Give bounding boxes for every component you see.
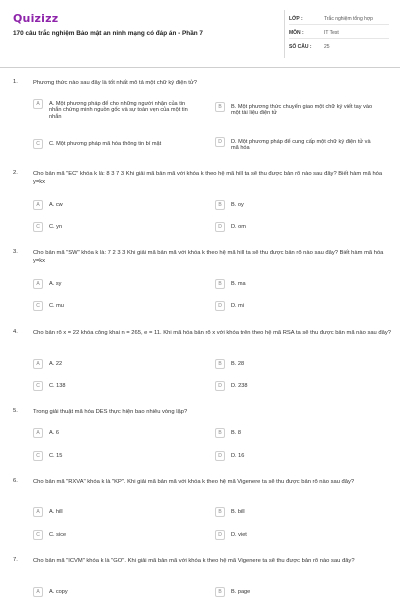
question-text: Trong giải thuật mã hóa DES thực hiện bao nhiêu vòng lặp? bbox=[33, 409, 188, 415]
quizizz-logo: Quizizz bbox=[13, 12, 59, 25]
option-c[interactable] bbox=[33, 301, 64, 311]
question-text: Cho bản rõ x = 22 khóa công khai n = 265, e = 11. Khi mã hóa bản rõ x với khóa trên theo hệ mã RSA ta sẽ thu được bản mã nào sau đây? bbox=[33, 330, 391, 336]
option-text: C. yn bbox=[49, 223, 63, 230]
option-letter-box: B bbox=[215, 507, 225, 517]
question-text: Cho bản mã "EC" khóa k là: 8 3 7 3 Khi giải mã bản mã với khóa k theo hệ mã hill ta sẽ thu được bản rõ nào sau đây? Biết hàm mã hóa y=kx bbox=[33, 171, 383, 186]
option-c[interactable] bbox=[33, 139, 199, 149]
meta-row-subject bbox=[289, 26, 389, 39]
option-text: C. sice bbox=[49, 531, 67, 538]
option-text: B. 28 bbox=[231, 360, 245, 367]
option-text: C. mu bbox=[49, 302, 64, 309]
option-text: C. 15 bbox=[49, 452, 63, 459]
question-number: 6. bbox=[13, 478, 18, 484]
option-text: D. 16 bbox=[231, 452, 245, 459]
option-letter-box: A bbox=[33, 428, 43, 438]
header-divider bbox=[284, 10, 285, 58]
option-letter-box: A bbox=[33, 587, 43, 597]
option-text: D. viet bbox=[231, 531, 247, 538]
option-letter-box: B bbox=[215, 428, 225, 438]
meta-value: IT Test bbox=[324, 30, 339, 36]
option-letter-box: B bbox=[215, 102, 225, 112]
question-text: Cho bản mã "SW" khóa k là: 7 2 3 3 Khi giải mã bản mã với khóa k theo hệ mã hill ta sẽ thu được bản rõ nào sau đây? Biết hàm mã hóa y=kx bbox=[33, 250, 384, 265]
meta-row-class bbox=[289, 12, 389, 25]
option-letter-box: D bbox=[215, 301, 225, 311]
option-letter-box: C bbox=[33, 222, 43, 232]
meta-row-count bbox=[289, 40, 389, 53]
option-text: B. 8 bbox=[231, 429, 241, 436]
meta-value: Trắc nghiệm tổng hợp bbox=[324, 16, 373, 22]
option-b[interactable] bbox=[215, 428, 241, 438]
question-number: 7. bbox=[13, 557, 18, 563]
option-text: D. Một phương pháp để cung cấp một chữ ký điện tử và mã hóa bbox=[231, 138, 371, 152]
option-letter-box: C bbox=[33, 530, 43, 540]
meta-key: SỐ CÂU : bbox=[289, 44, 312, 50]
question-number: 4. bbox=[13, 329, 18, 335]
option-c[interactable] bbox=[33, 530, 66, 540]
option-a[interactable] bbox=[33, 99, 199, 120]
option-text: B. ma bbox=[231, 280, 246, 287]
option-text: A. cw bbox=[49, 201, 63, 208]
option-a[interactable] bbox=[33, 279, 61, 289]
option-text: A. 22 bbox=[49, 360, 63, 367]
option-d[interactable] bbox=[215, 451, 244, 461]
option-text: C. Một phương pháp mã hóa thông tin bí mật bbox=[49, 140, 162, 147]
option-letter-box: D bbox=[215, 137, 225, 147]
option-text: A. hill bbox=[49, 508, 63, 515]
question-text: Cho bản mã "RXVA" khóa k là "KP". Khi giải mã bản mã với khóa k theo hệ mã Vigenere ta sẽ thu được bản rõ nào sau đây? bbox=[33, 479, 355, 485]
worksheet-title: 170 câu trắc nghiệm Bảo mật an ninh mạng có đáp án - Phần 7 bbox=[13, 30, 203, 37]
option-b[interactable] bbox=[215, 102, 376, 117]
option-a[interactable] bbox=[33, 587, 68, 597]
option-letter-box: A bbox=[33, 200, 43, 210]
option-letter-box: D bbox=[215, 451, 225, 461]
option-text: A. sy bbox=[49, 280, 62, 287]
meta-key: MÔN : bbox=[289, 30, 304, 36]
option-letter-box: C bbox=[33, 451, 43, 461]
option-text: B. page bbox=[231, 588, 251, 595]
question-number: 1. bbox=[13, 79, 18, 85]
option-c[interactable] bbox=[33, 381, 65, 391]
option-text: D. mi bbox=[231, 302, 245, 309]
worksheet-header bbox=[0, 0, 400, 66]
option-b[interactable] bbox=[215, 507, 245, 517]
option-letter-box: D bbox=[215, 530, 225, 540]
option-letter-box: B bbox=[215, 359, 225, 369]
option-c[interactable] bbox=[33, 222, 62, 232]
option-b[interactable] bbox=[215, 587, 250, 597]
meta-value: 25 bbox=[324, 44, 330, 50]
option-text: B. Một phương thức chuyển giao một chữ ký viết tay vào một tài liệu điện tử bbox=[231, 103, 373, 117]
meta-key: LỚP : bbox=[289, 16, 303, 22]
option-d[interactable] bbox=[215, 301, 244, 311]
option-d[interactable] bbox=[215, 137, 376, 152]
option-text: D. 238 bbox=[231, 382, 248, 389]
option-a[interactable] bbox=[33, 507, 63, 517]
question-number: 5. bbox=[13, 408, 18, 414]
option-letter-box: A bbox=[33, 359, 43, 369]
option-letter-box: D bbox=[215, 381, 225, 391]
option-a[interactable] bbox=[33, 200, 63, 210]
option-letter-box: B bbox=[215, 587, 225, 597]
option-b[interactable] bbox=[215, 359, 244, 369]
question-text: Phương thức nào sau đây là tốt nhất mô tả một chữ ký điện tử? bbox=[33, 80, 198, 86]
option-letter-box: A bbox=[33, 507, 43, 517]
option-b[interactable] bbox=[215, 279, 246, 289]
option-a[interactable] bbox=[33, 359, 62, 369]
option-d[interactable] bbox=[215, 222, 246, 232]
option-d[interactable] bbox=[215, 530, 247, 540]
option-text: A. copy bbox=[49, 588, 68, 595]
option-c[interactable] bbox=[33, 451, 62, 461]
option-text: B. oy bbox=[231, 201, 244, 208]
option-a[interactable] bbox=[33, 428, 59, 438]
option-text: D. om bbox=[231, 223, 246, 230]
option-letter-box: B bbox=[215, 279, 225, 289]
question-number: 2. bbox=[13, 170, 18, 176]
option-letter-box: C bbox=[33, 139, 43, 149]
option-letter-box: B bbox=[215, 200, 225, 210]
option-letter-box: A bbox=[33, 279, 43, 289]
option-text: C. 138 bbox=[49, 382, 66, 389]
option-text: B. bill bbox=[231, 508, 245, 515]
option-letter-box: C bbox=[33, 381, 43, 391]
option-letter-box: A bbox=[33, 99, 43, 109]
question-text: Cho bản mã "ICVM" khóa k là "GO". Khi giải mã bản mã với khóa k theo hệ mã Vigenere ta sẽ thu được bản rõ nào sau đây? bbox=[33, 558, 355, 564]
header-separator bbox=[0, 67, 400, 68]
option-text: A. 6 bbox=[49, 429, 59, 436]
option-b[interactable] bbox=[215, 200, 244, 210]
option-d[interactable] bbox=[215, 381, 247, 391]
option-letter-box: D bbox=[215, 222, 225, 232]
option-text: A. Một phương pháp để cho những người nhận của tin nhắn chứng minh nguồn gốc và sự toàn vẹn của một tin nhắn bbox=[49, 100, 188, 120]
question-number: 3. bbox=[13, 249, 18, 255]
option-letter-box: C bbox=[33, 301, 43, 311]
